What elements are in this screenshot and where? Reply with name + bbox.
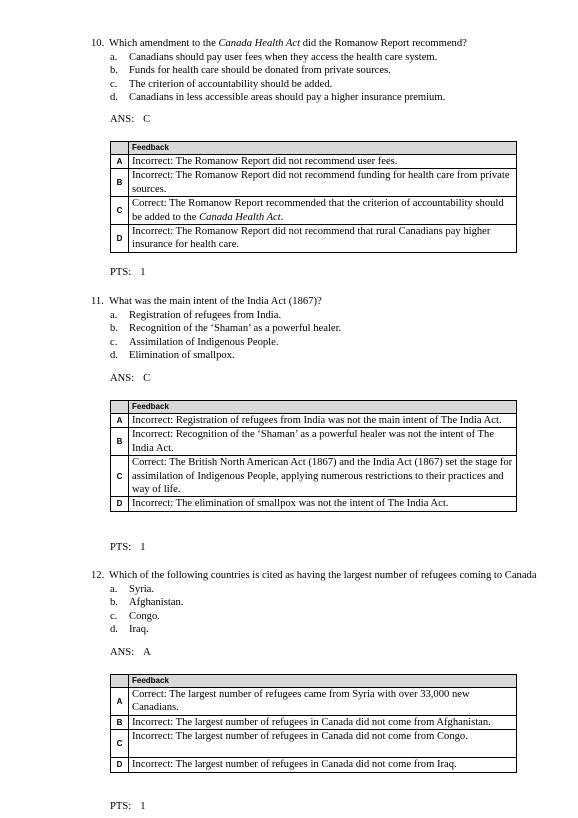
question-stem: 10. Which amendment to the Canada Health Act did the Romanow Report recommend? [91, 38, 467, 49]
feedback-row: A Incorrect: Registration of refugees from India was not the main intent of The India Act. [111, 414, 517, 428]
options-list [110, 309, 341, 363]
option-d: d. Iraq. [110, 624, 149, 636]
options-list [110, 583, 183, 637]
feedback-row: D Incorrect: The largest number of refugees in Canada did not come from Iraq. [111, 758, 517, 772]
answer-value: C [143, 373, 151, 384]
points-value: 1 [140, 267, 146, 278]
options-list [110, 51, 445, 105]
feedback-row: A Incorrect: The Romanow Report did not recommend user fees. [111, 155, 517, 169]
feedback-row: D Incorrect: The elimination of smallpox was not the intent of The India Act. [111, 497, 517, 511]
feedback-row: A Correct: The largest number of refugees came from Syria with over 33,000 new Canadians. [111, 688, 517, 716]
option-b: b. Funds for health care should be donated from private sources. [110, 65, 391, 77]
answer-value: A [143, 647, 151, 658]
points-value: 1 [140, 801, 146, 812]
option-c: c. The criterion of accountability should be added. [110, 78, 333, 90]
question-stem: 12. Which of the following countries is cited as having the largest number of refugees coming to Canada [91, 570, 537, 581]
question-number: 11. [91, 296, 104, 307]
feedback-row: B Incorrect: Recognition of the ‘Shaman’ as a powerful healer was not the intent of The India Act. [111, 428, 517, 456]
answer-value: C [143, 114, 151, 125]
option-d: d. Canadians in less accessible areas should pay a higher insurance premium. [110, 92, 446, 104]
feedback-row: C Correct: The Romanow Report recommended that the criterion of accountability should be added to the Canada Health Act. [111, 197, 517, 225]
points-line: PTS: 1 [110, 267, 146, 278]
question-number: 10. [91, 38, 105, 49]
question-number: 12. [91, 570, 105, 581]
feedback-table [110, 400, 517, 512]
option-c: c. Assimilation of Indigenous People. [110, 336, 279, 348]
feedback-table [110, 674, 517, 773]
option-b: b. Afghanistan. [110, 597, 184, 609]
option-a: a. Registration of refugees from India. [110, 310, 282, 321]
feedback-row: C Correct: The British North American Act (1867) and the India Act (1867) set the stage for assimilation of Indigenous People, applying numerous restrictions to their practices and way of life. [111, 456, 517, 497]
feedback-header: Feedback [129, 401, 517, 414]
points-value: 1 [140, 542, 146, 553]
option-c: c. Congo. [110, 610, 160, 622]
answer-line: ANS: C [110, 114, 151, 125]
answer-line: ANS: A [110, 647, 151, 658]
points-line: PTS: 1 [110, 542, 146, 553]
option-a: a. Syria. [110, 584, 155, 595]
feedback-row: B Incorrect: The Romanow Report did not recommend funding for health care from private sources. [111, 169, 517, 197]
feedback-row: C Incorrect: The largest number of refugees in Canada did not come from Congo. [111, 730, 517, 758]
option-d: d. Elimination of smallpox. [110, 350, 235, 362]
answer-line: ANS: C [110, 373, 151, 384]
feedback-header: Feedback [129, 675, 517, 688]
feedback-row: B Incorrect: The largest number of refugees in Canada did not come from Afghanistan. [111, 715, 517, 729]
option-a: a. Canadians should pay user fees when they access the health care system. [110, 52, 438, 63]
points-line: PTS: 1 [110, 801, 146, 812]
feedback-header: Feedback [129, 142, 517, 155]
question-stem: 11. What was the main intent of the India Act (1867)? [91, 296, 322, 307]
feedback-table [110, 141, 517, 253]
feedback-row: D Incorrect: The Romanow Report did not recommend that rural Canadians pay higher insurance for health care. [111, 225, 517, 253]
option-b: b. Recognition of the ‘Shaman’ as a powerful healer. [110, 323, 342, 335]
